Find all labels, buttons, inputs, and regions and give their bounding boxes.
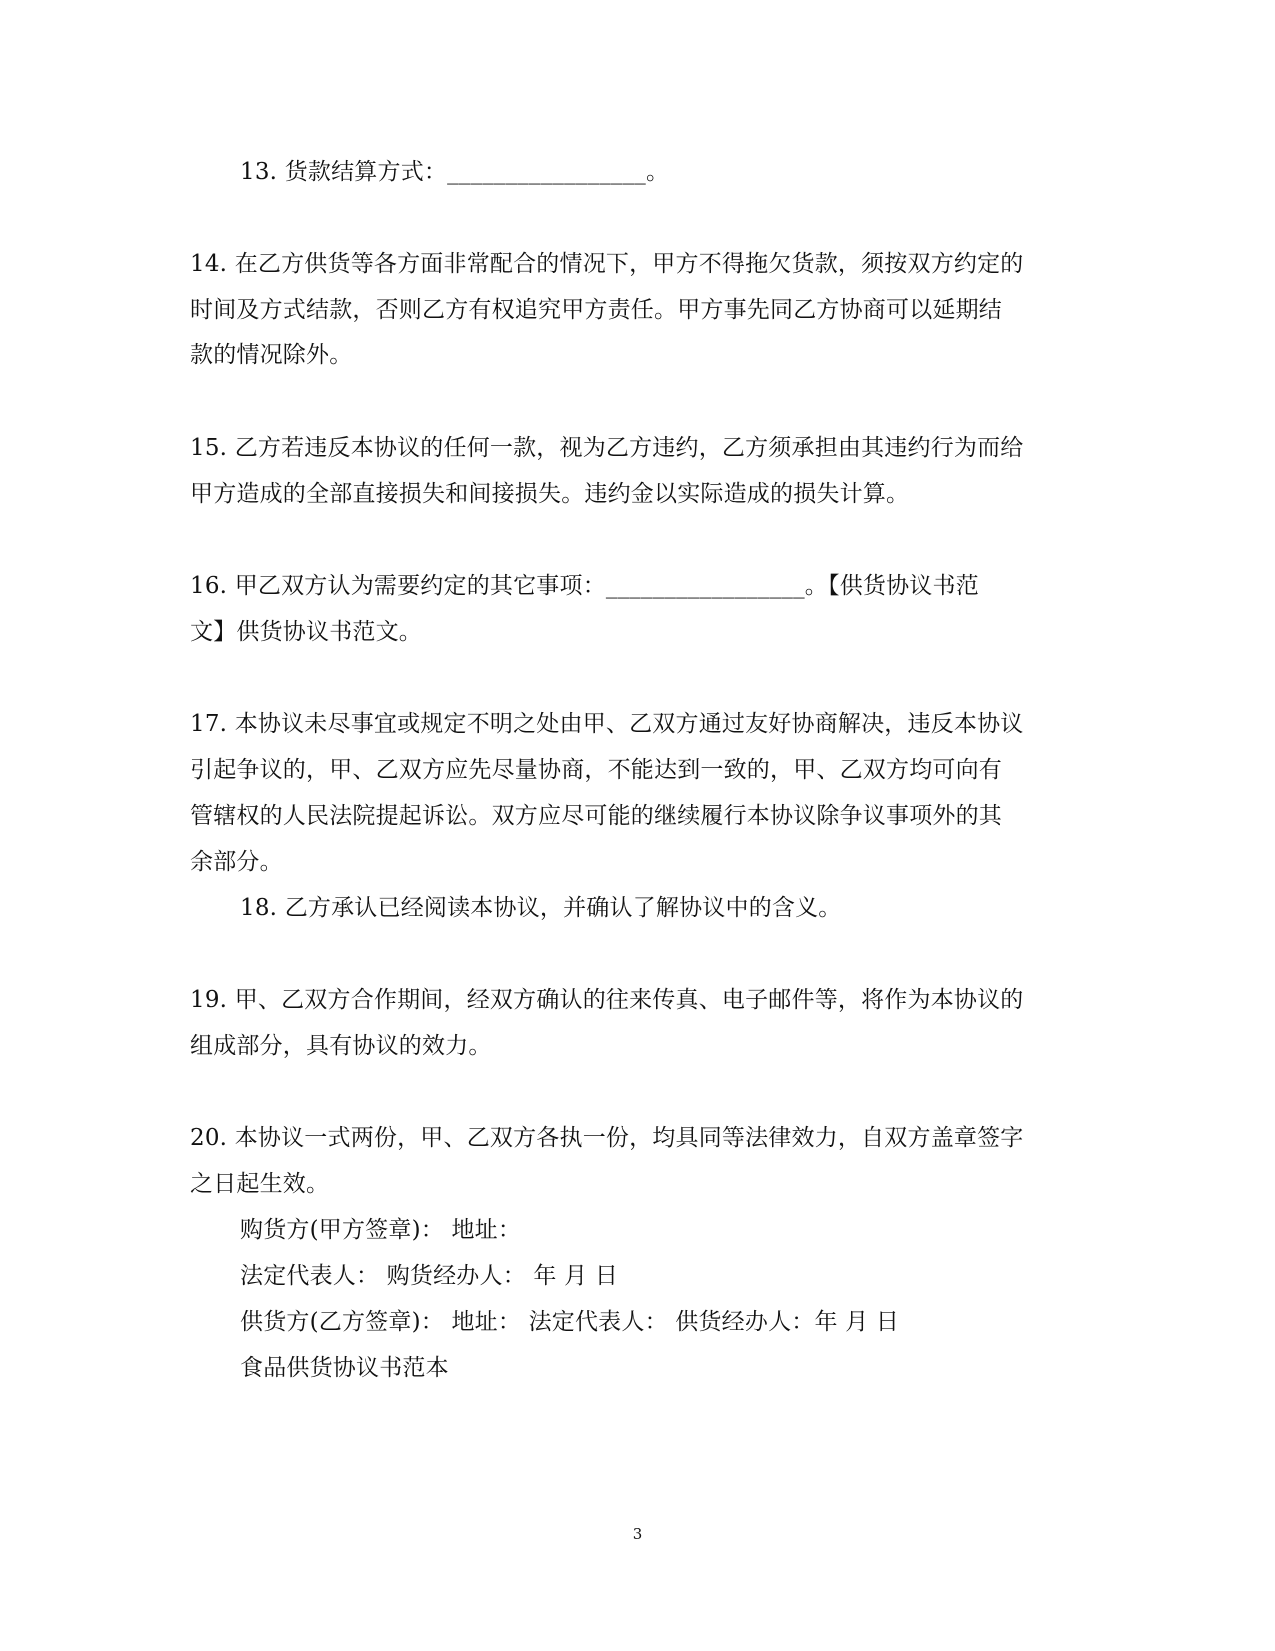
clause-18-line-1: 18. 乙方承认已经阅读本协议，并确认了解协议中的含义。 (240, 895, 842, 921)
clause-16-line-2: 文】供货协议书范文。 (190, 619, 422, 645)
clause-20-line-1: 20. 本协议一式两份，甲、乙双方各执一份，均具同等法律效力，自双方盖章签字 (190, 1125, 1024, 1151)
template-title-line: 食品供货协议书范本 (240, 1355, 449, 1381)
supplier-signature-line: 供货方(乙方签章)： 地址： 法定代表人： 供货经办人：年 月 日 (240, 1309, 900, 1335)
clause-19-line-1: 19. 甲、乙双方合作期间，经双方确认的往来传真、电子邮件等，将作为本协议的 (190, 987, 1024, 1013)
clause-14-line-1: 14. 在乙方供货等各方面非常配合的情况下，甲方不得拖欠货款，须按双方约定的 (190, 251, 1024, 277)
page-number: 3 (632, 1525, 643, 1543)
clause-19-line-2: 组成部分，具有协议的效力。 (190, 1033, 492, 1059)
buyer-signature-line: 购货方(甲方签章)： 地址： (240, 1217, 522, 1243)
clause-17-line-2: 引起争议的，甲、乙双方应先尽量协商，不能达到一致的，甲、乙双方均可向有 (190, 757, 1002, 783)
clause-20-line-2: 之日起生效。 (190, 1171, 330, 1197)
clause-17-line-4: 余部分。 (190, 849, 283, 875)
clause-17-line-3: 管辖权的人民法院提起诉讼。双方应尽可能的继续履行本协议除争议事项外的其 (190, 803, 1002, 829)
clause-14-line-2: 时间及方式结款，否则乙方有权追究甲方责任。甲方事先同乙方协商可以延期结 (190, 297, 1002, 323)
buyer-representative-line: 法定代表人： 购货经办人： 年 月 日 (240, 1263, 619, 1289)
clause-13-line-1: 13. 货款结算方式：_________________。 (240, 159, 670, 185)
clause-15-line-2: 甲方造成的全部直接损失和间接损失。违约金以实际造成的损失计算。 (190, 481, 910, 507)
clause-15-line-1: 15. 乙方若违反本协议的任何一款，视为乙方违约，乙方须承担由其违约行为而给 (190, 435, 1024, 461)
clause-17-line-1: 17. 本协议未尽事宜或规定不明之处由甲、乙双方通过友好协商解决，违反本协议 (190, 711, 1024, 737)
clause-14-line-3: 款的情况除外。 (190, 342, 353, 368)
clause-16-line-1: 16. 甲乙双方认为需要约定的其它事项：_________________。【供货协议书范 (190, 573, 979, 599)
